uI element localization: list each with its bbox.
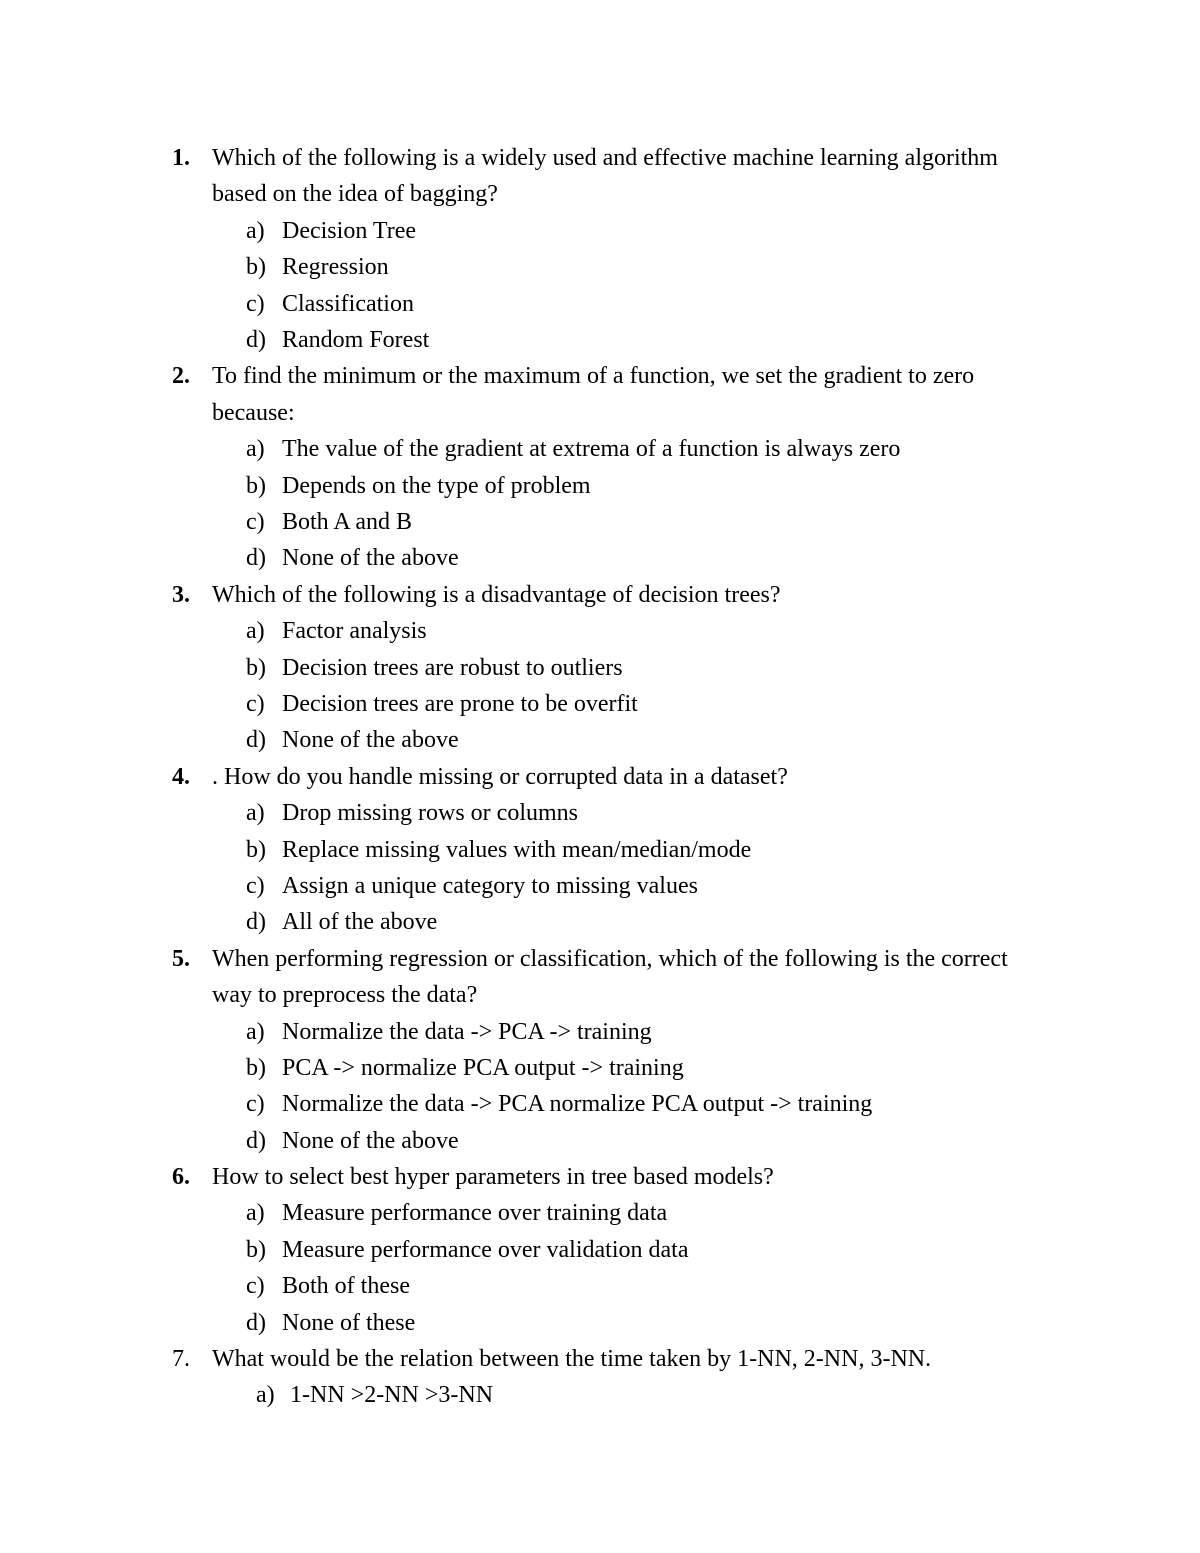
option-list xyxy=(172,1195,1072,1341)
question-text: How to select best hyper parameters in tree based models? xyxy=(212,1164,774,1191)
option-list xyxy=(172,1014,1072,1160)
option-text: Replace missing values with mean/median/mode xyxy=(282,836,752,863)
option-text: Classification xyxy=(282,290,414,317)
option-text: Decision trees are robust to outliers xyxy=(282,654,623,681)
question-1 xyxy=(172,140,1072,358)
option xyxy=(172,322,1072,358)
option-text: None of the above xyxy=(282,727,459,754)
option-text: Decision trees are prone to be overfit xyxy=(282,690,638,717)
option-letter: a) xyxy=(246,217,265,244)
question-text: What would be the relation between the time taken by 1-NN, 2-NN, 3-NN. xyxy=(212,1346,932,1373)
option-list xyxy=(172,213,1072,359)
option-letter: c) xyxy=(246,290,265,317)
option xyxy=(172,431,1072,467)
option-letter: d) xyxy=(246,1127,266,1154)
option-text: Regression xyxy=(282,254,389,281)
option-list xyxy=(172,431,1072,577)
question-2 xyxy=(172,358,1072,576)
question-number: 6. xyxy=(172,1164,190,1191)
option-text: Both of these xyxy=(282,1273,410,1300)
option-text: Depends on the type of problem xyxy=(282,472,591,499)
option-letter: a) xyxy=(256,1382,275,1409)
option-letter: b) xyxy=(246,472,266,499)
option-letter: b) xyxy=(246,1054,266,1081)
option xyxy=(172,249,1072,285)
option xyxy=(172,1086,1072,1122)
option xyxy=(172,904,1072,940)
option-list xyxy=(172,1377,1072,1413)
option-list xyxy=(172,613,1072,759)
option xyxy=(172,1305,1072,1341)
option-text: Decision Tree xyxy=(282,217,416,244)
option xyxy=(172,213,1072,249)
question-number: 4. xyxy=(172,763,190,790)
question-list xyxy=(172,140,1072,1414)
question-text: Which of the following is a disadvantage of decision trees? xyxy=(212,581,781,608)
option-letter: b) xyxy=(246,654,266,681)
option-text: None of these xyxy=(282,1309,416,1336)
option-letter: a) xyxy=(246,1200,265,1227)
option xyxy=(172,868,1072,904)
option xyxy=(172,468,1072,504)
option-letter: d) xyxy=(246,326,266,353)
option-text: Drop missing rows or columns xyxy=(282,800,578,827)
option xyxy=(172,1268,1072,1304)
option-text: All of the above xyxy=(282,909,438,936)
option xyxy=(172,722,1072,758)
option-letter: a) xyxy=(246,618,265,645)
question-text: To find the minimum or the maximum of a function, we set the gradient to zero because: xyxy=(212,363,975,426)
option xyxy=(172,795,1072,831)
question-number: 5. xyxy=(172,945,190,972)
option xyxy=(172,1195,1072,1231)
option-text: Measure performance over validation data xyxy=(282,1236,689,1263)
option xyxy=(172,504,1072,540)
option-text: 1-NN >2-NN >3-NN xyxy=(290,1382,494,1409)
option-text: Normalize the data -> PCA normalize PCA output -> training xyxy=(282,1091,873,1118)
question-number: 1. xyxy=(172,145,190,171)
option-letter: c) xyxy=(246,872,265,899)
question-number: 7. xyxy=(172,1346,190,1373)
question-number: 2. xyxy=(172,363,190,390)
option-letter: d) xyxy=(246,1309,266,1336)
question-3 xyxy=(172,577,1072,759)
question-7 xyxy=(172,1341,1072,1414)
question-4 xyxy=(172,759,1072,941)
option-text: None of the above xyxy=(282,1127,459,1154)
option-text: Normalize the data -> PCA -> training xyxy=(282,1018,652,1045)
option-letter: c) xyxy=(246,1273,265,1300)
option-letter: b) xyxy=(246,836,266,863)
option-text: Measure performance over training data xyxy=(282,1200,668,1227)
option xyxy=(172,1232,1072,1268)
option-text: Both A and B xyxy=(282,508,413,535)
option-text: Random Forest xyxy=(282,326,430,353)
option-letter: c) xyxy=(246,508,265,535)
option xyxy=(172,286,1072,322)
option xyxy=(172,540,1072,576)
question-text: Which of the following is a widely used and effective machine learning algorithm based on the idea of bagging? xyxy=(212,145,998,208)
option-text: Factor analysis xyxy=(282,618,427,645)
option-letter: a) xyxy=(246,436,265,463)
question-6 xyxy=(172,1159,1072,1341)
option-text: None of the above xyxy=(282,545,459,572)
option-text: Assign a unique category to missing values xyxy=(282,872,698,899)
option-text: PCA -> normalize PCA output -> training xyxy=(282,1054,684,1081)
option xyxy=(172,650,1072,686)
option-letter: a) xyxy=(246,1018,265,1045)
option-letter: a) xyxy=(246,800,265,827)
option-letter: c) xyxy=(246,690,265,717)
question-5 xyxy=(172,941,1072,1159)
option xyxy=(172,1050,1072,1086)
option-letter: b) xyxy=(246,254,266,281)
option-letter: c) xyxy=(246,1091,265,1118)
option xyxy=(172,832,1072,868)
question-text: When performing regression or classification, which of the following is the correct way to preprocess the data? xyxy=(212,945,1008,1009)
option xyxy=(172,1014,1072,1050)
option-letter: d) xyxy=(246,909,266,936)
option-list xyxy=(172,795,1072,941)
option-letter: d) xyxy=(246,727,266,754)
option xyxy=(172,1377,1072,1413)
option-letter: d) xyxy=(246,545,266,572)
option xyxy=(172,686,1072,722)
option-letter: b) xyxy=(246,1236,266,1263)
option xyxy=(172,1123,1072,1159)
option-text: The value of the gradient at extrema of a function is always zero xyxy=(282,436,901,463)
question-text: . How do you handle missing or corrupted data in a dataset? xyxy=(212,763,788,790)
option xyxy=(172,613,1072,649)
question-number: 3. xyxy=(172,581,190,608)
